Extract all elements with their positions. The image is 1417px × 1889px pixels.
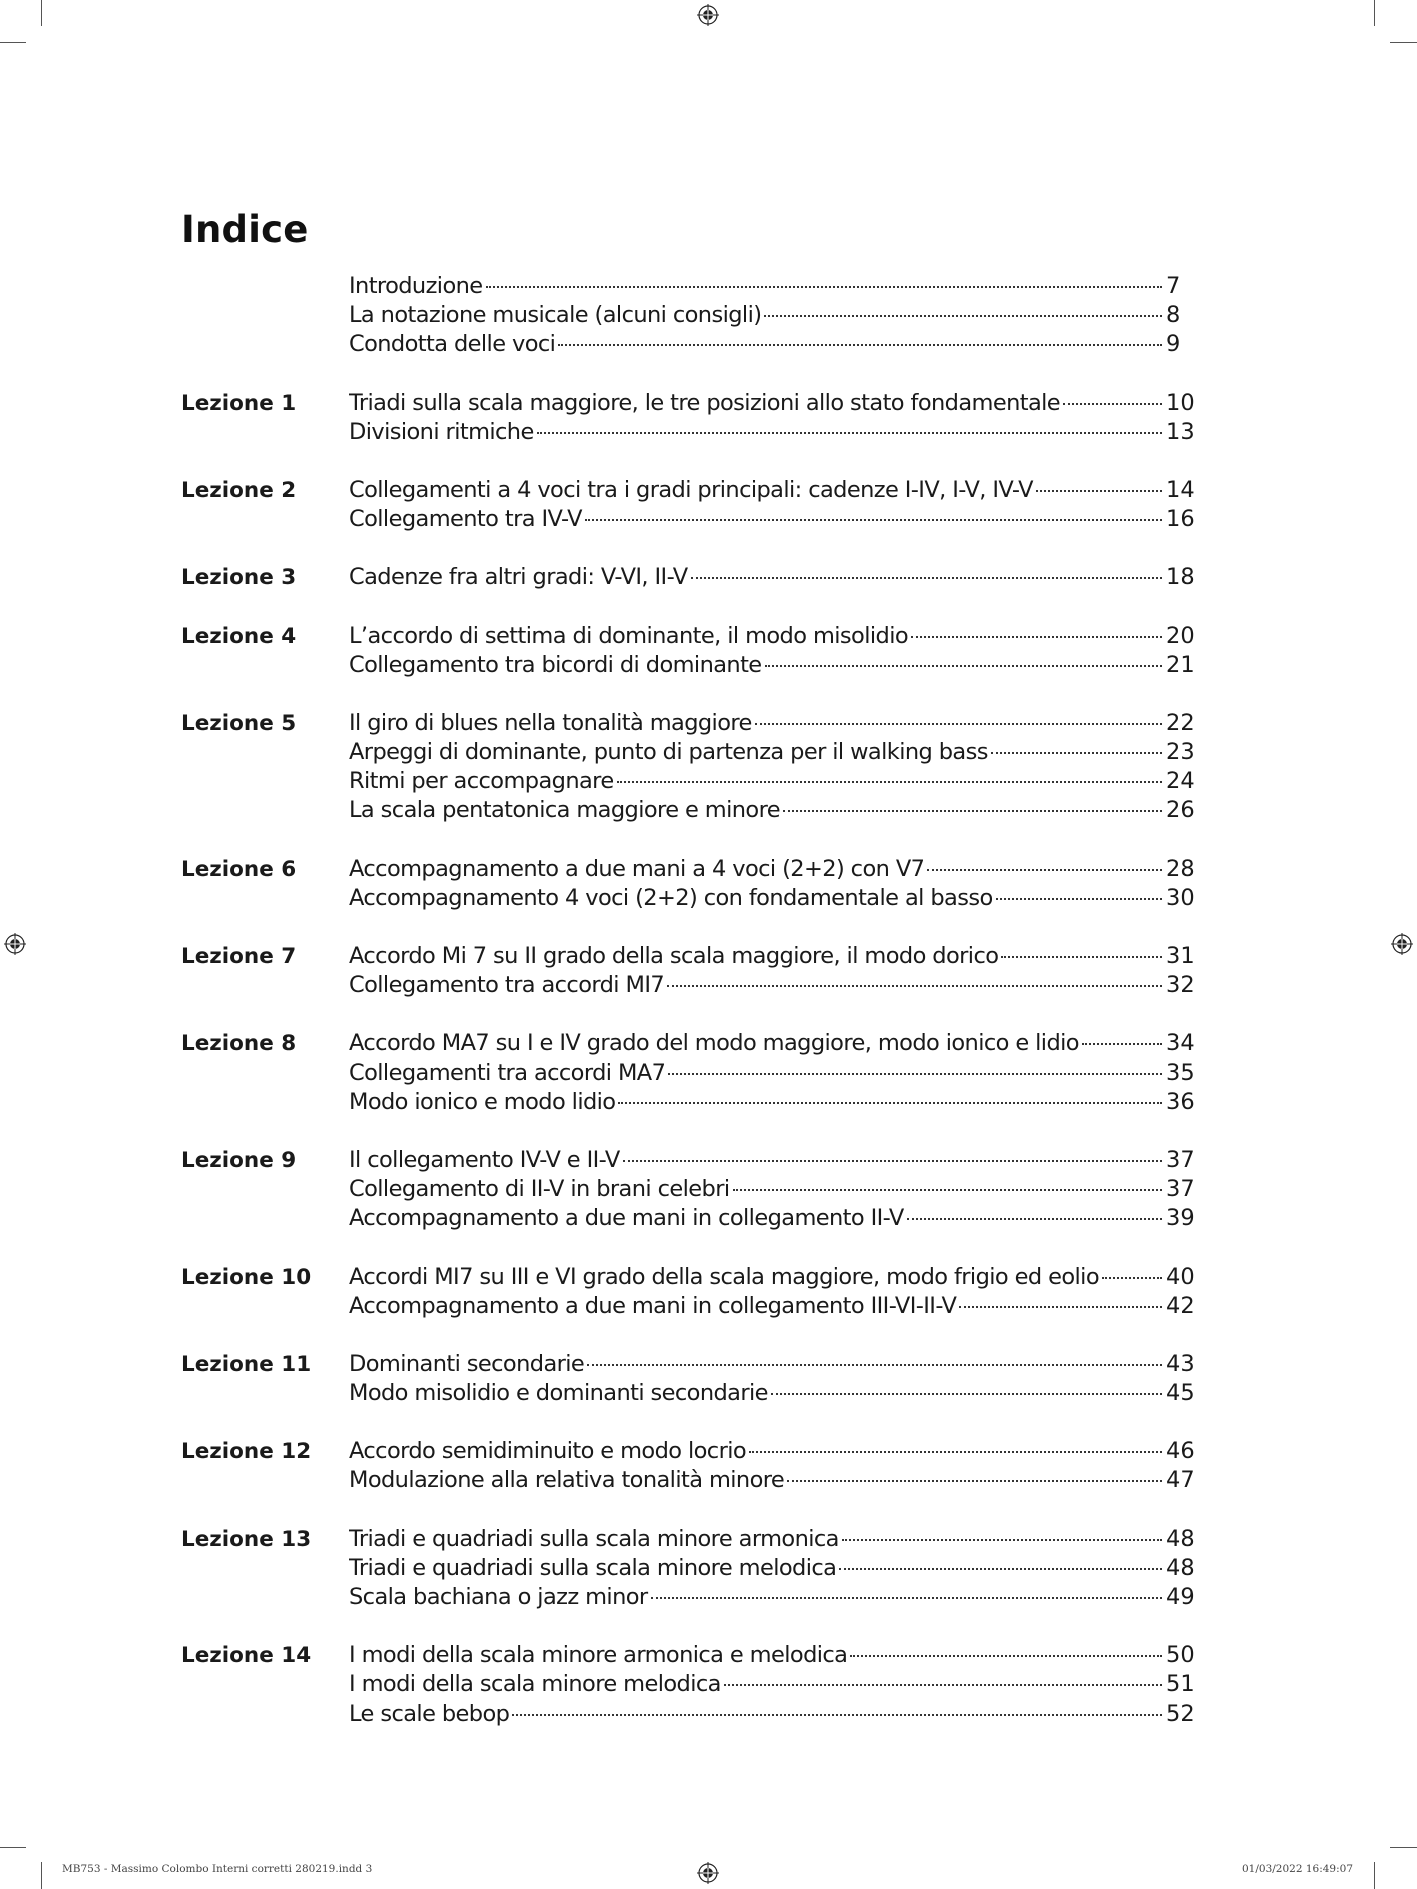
toc-page-number: 45 [1166, 1380, 1195, 1407]
toc-entry[interactable] [181, 389, 1196, 418]
toc-entry-body [349, 651, 1196, 680]
dot-leader [749, 1451, 1162, 1453]
dot-leader [587, 1364, 1162, 1366]
dot-leader [733, 1189, 1163, 1191]
toc-page-number: 46 [1166, 1438, 1195, 1465]
dot-leader [724, 1684, 1162, 1686]
dot-leader [907, 1218, 1162, 1220]
toc-entry-body [349, 389, 1196, 418]
dot-leader [651, 1597, 1162, 1599]
toc-entry-body [349, 272, 1196, 301]
toc-entry-body [349, 622, 1196, 651]
dot-leader [765, 665, 1162, 667]
toc-page-number: 43 [1166, 1350, 1195, 1377]
lesson-label: Lezione 8 [181, 1031, 297, 1057]
dot-leader [996, 898, 1162, 900]
toc-page-number: 20 [1166, 622, 1195, 649]
toc-page-number: 37 [1166, 1146, 1195, 1173]
dot-leader [558, 344, 1162, 346]
toc-entry-body [349, 1466, 1196, 1495]
toc-page-number: 22 [1166, 709, 1195, 736]
toc-entry-title: Modo misolidio e dominanti secondarie [349, 1380, 768, 1407]
toc-page-number: 48 [1166, 1525, 1195, 1552]
lesson-label: Lezione 7 [181, 944, 297, 969]
toc-entry[interactable] [181, 1670, 1196, 1699]
toc-entry-body [349, 563, 1196, 592]
toc-group [181, 389, 1196, 447]
lesson-label: Lezione 1 [181, 390, 297, 416]
toc-page-number: 39 [1166, 1205, 1195, 1232]
toc-entry-title: Collegamenti tra accordi MA7 [349, 1059, 666, 1086]
toc-entry[interactable] [181, 1146, 1196, 1175]
toc-entry-title: Triadi sulla scala maggiore, le tre posizioni allo stato fondamentale [349, 389, 1061, 416]
toc-entry-title: Il collegamento IV-V e II-V [349, 1146, 620, 1173]
toc-entry-body [349, 476, 1196, 505]
dot-leader [1001, 956, 1162, 958]
registration-mark-icon [1391, 933, 1413, 955]
toc-entry-title: Le scale bebop [349, 1700, 510, 1727]
toc-entry[interactable] [181, 272, 1196, 301]
toc-entry-title: Collegamento di II-V in brani celebri [349, 1176, 730, 1203]
toc-page-number: 35 [1166, 1059, 1195, 1086]
toc-entry-body [349, 1175, 1196, 1204]
toc-entry-title: Modo ionico e modo lidio [349, 1088, 616, 1115]
dot-leader [1082, 1043, 1162, 1045]
toc-entry[interactable] [181, 1437, 1196, 1466]
toc-entry-title: Accompagnamento a due mani in collegamento III-VI-II-V [349, 1292, 957, 1319]
dot-leader [850, 1655, 1162, 1657]
toc-group [181, 855, 1196, 913]
lesson-label: Lezione 12 [181, 1439, 312, 1465]
crop-mark [41, 1862, 42, 1889]
toc-entry-body [349, 1088, 1196, 1117]
crop-mark [1390, 1847, 1417, 1848]
toc-page-number: 31 [1166, 943, 1195, 969]
toc-entry-title: Scala bachiana o jazz minor [349, 1584, 648, 1610]
crop-mark [0, 1847, 26, 1848]
dot-leader [764, 315, 1162, 317]
lesson-label: Lezione 13 [181, 1526, 312, 1552]
toc-entry-body [349, 884, 1196, 913]
toc-entry[interactable] [181, 884, 1196, 913]
dot-leader [585, 519, 1162, 521]
toc-entry-body [349, 1204, 1196, 1233]
toc-entry-body [349, 942, 1196, 971]
toc-entry-title: Ritmi per accompagnare [349, 768, 614, 795]
toc-entry-body [349, 1146, 1196, 1175]
table-of-contents [181, 272, 1196, 1758]
toc-entry-title: Introduzione [349, 273, 483, 299]
dot-leader [755, 723, 1162, 725]
toc-page-number: 9 [1166, 331, 1181, 358]
toc-entry-body [349, 1700, 1196, 1729]
toc-page-number: 32 [1166, 972, 1195, 999]
toc-page-number: 52 [1166, 1700, 1195, 1727]
toc-entry[interactable] [181, 1175, 1196, 1204]
crop-mark [1390, 42, 1417, 43]
toc-entry[interactable] [181, 418, 1196, 447]
toc-page-number: 26 [1166, 797, 1195, 824]
toc-entry-body [349, 1437, 1196, 1466]
toc-page-number: 16 [1166, 506, 1195, 533]
toc-entry[interactable] [181, 767, 1196, 796]
toc-entry[interactable] [181, 1379, 1196, 1408]
toc-entry-title: Triadi e quadriadi sulla scala minore melodica [349, 1554, 837, 1581]
toc-entry[interactable] [181, 1700, 1196, 1729]
lesson-label: Lezione 14 [181, 1643, 312, 1669]
toc-group [181, 272, 1196, 360]
toc-entry[interactable] [181, 1641, 1196, 1670]
dot-leader [959, 1306, 1162, 1308]
toc-page-number: 24 [1166, 768, 1195, 795]
toc-entry[interactable] [181, 855, 1196, 884]
dot-leader [617, 781, 1162, 783]
toc-group [181, 1146, 1196, 1234]
toc-group [181, 1641, 1196, 1729]
toc-entry[interactable] [181, 1059, 1196, 1088]
toc-page-number: 23 [1166, 739, 1195, 766]
dot-leader [911, 636, 1162, 638]
footer-timestamp: 01/03/2022 16:49:07 [1242, 1863, 1354, 1875]
lesson-label: Lezione 11 [181, 1351, 312, 1377]
dot-leader [668, 1073, 1162, 1075]
dot-leader [691, 577, 1162, 579]
toc-entry-body [349, 1059, 1196, 1088]
toc-group [181, 709, 1196, 826]
dot-leader [787, 1480, 1162, 1482]
toc-entry-body [349, 330, 1196, 359]
toc-entry-title: L’accordo di settima di dominante, il modo misolidio [349, 622, 909, 649]
toc-entry-title: Condotta delle voci [349, 331, 556, 358]
toc-entry[interactable] [181, 1583, 1196, 1612]
lesson-label: Lezione 3 [181, 565, 297, 591]
toc-entry-body [349, 505, 1196, 534]
toc-entry[interactable] [181, 942, 1196, 971]
toc-entry-body [349, 1292, 1196, 1321]
toc-entry-title: Accordo MA7 su I e IV grado del modo maggiore, modo ionico e lidio [349, 1030, 1079, 1057]
dot-leader [486, 286, 1162, 288]
toc-entry-body [349, 1263, 1196, 1292]
toc-entry-title: La notazione musicale (alcuni consigli) [349, 302, 762, 329]
toc-entry[interactable] [181, 505, 1196, 534]
toc-page-number: 50 [1166, 1642, 1195, 1669]
toc-entry-body [349, 767, 1196, 796]
toc-page-number: 18 [1166, 564, 1195, 591]
toc-entry-title: Accordo semidiminuito e modo locrio [349, 1438, 747, 1465]
toc-entry-title: La scala pentatonica maggiore e minore [349, 797, 780, 824]
toc-entry-body [349, 796, 1196, 825]
toc-page-number: 42 [1166, 1292, 1195, 1319]
page-title: Indice [181, 208, 309, 251]
dot-leader [771, 1393, 1162, 1395]
toc-entry[interactable] [181, 476, 1196, 505]
toc-entry[interactable] [181, 1466, 1196, 1495]
toc-group [181, 1525, 1196, 1613]
crop-mark [1374, 1862, 1375, 1889]
toc-entry[interactable] [181, 738, 1196, 767]
lesson-label: Lezione 5 [181, 710, 297, 736]
toc-entry-body [349, 855, 1196, 884]
dot-leader [512, 1714, 1162, 1716]
toc-page-number: 37 [1166, 1176, 1195, 1203]
toc-entry[interactable] [181, 1292, 1196, 1321]
lesson-label: Lezione 9 [181, 1147, 297, 1173]
toc-entry-body [349, 738, 1196, 767]
toc-entry[interactable] [181, 709, 1196, 738]
toc-entry-title: Collegamenti a 4 voci tra i gradi principali: cadenze I-IV, I-V, IV-V [349, 476, 1033, 503]
toc-entry-title: Collegamento tra IV-V [349, 506, 582, 533]
toc-page-number: 34 [1166, 1030, 1195, 1057]
lesson-label: Lezione 2 [181, 477, 297, 503]
registration-mark-icon [697, 1862, 719, 1884]
toc-page-number: 10 [1166, 389, 1195, 416]
footer-file-info: MB753 - Massimo Colombo Interni corretti 280219.indd 3 [62, 1863, 373, 1875]
dot-leader [991, 752, 1162, 754]
toc-page-number: 21 [1166, 651, 1195, 678]
dot-leader [1102, 1277, 1162, 1279]
toc-entry-body [349, 709, 1196, 738]
toc-page-number: 14 [1166, 476, 1195, 503]
toc-entry-title: Collegamento tra bicordi di dominante [349, 651, 762, 678]
toc-entry-title: Accordi MI7 su III e VI grado della scala maggiore, modo frigio ed eolio [349, 1263, 1099, 1290]
toc-page-number: 36 [1166, 1088, 1195, 1115]
lesson-label: Lezione 6 [181, 856, 297, 882]
toc-page-number: 40 [1166, 1263, 1195, 1290]
toc-group [181, 1029, 1196, 1117]
toc-entry-body [349, 971, 1196, 1000]
registration-mark-icon [4, 933, 26, 955]
toc-entry[interactable] [181, 796, 1196, 825]
toc-entry-body [349, 1525, 1196, 1554]
toc-entry[interactable] [181, 301, 1196, 330]
toc-entry[interactable] [181, 1350, 1196, 1379]
toc-entry-title: Cadenze fra altri gradi: V-VI, II-V [349, 564, 688, 591]
toc-entry[interactable] [181, 971, 1196, 1000]
toc-entry-title: I modi della scala minore melodica [349, 1671, 721, 1698]
toc-entry-body [349, 1641, 1196, 1670]
toc-entry-body [349, 1670, 1196, 1699]
toc-entry[interactable] [181, 1525, 1196, 1554]
crop-mark [0, 42, 26, 43]
toc-entry[interactable] [181, 330, 1196, 359]
toc-group [181, 1350, 1196, 1408]
toc-page-number: 48 [1166, 1554, 1195, 1581]
dot-leader [783, 810, 1162, 812]
crop-mark [1374, 0, 1375, 26]
toc-entry-title: Triadi e quadriadi sulla scala minore armonica [349, 1525, 839, 1552]
toc-entry-title: I modi della scala minore armonica e melodica [349, 1642, 848, 1669]
toc-entry[interactable] [181, 622, 1196, 651]
toc-entry-title: Divisioni ritmiche [349, 418, 534, 445]
toc-entry-body [349, 1554, 1196, 1583]
toc-entry-body [349, 1029, 1196, 1058]
registration-mark-icon [697, 4, 719, 26]
toc-page-number: 49 [1166, 1584, 1195, 1610]
toc-entry[interactable] [181, 1204, 1196, 1233]
toc-group [181, 563, 1196, 592]
dot-leader [623, 1160, 1162, 1162]
toc-entry[interactable] [181, 1029, 1196, 1058]
dot-leader [618, 1102, 1162, 1104]
toc-entry-body [349, 1379, 1196, 1408]
toc-group [181, 476, 1196, 534]
dot-leader [667, 985, 1162, 987]
dot-leader [927, 869, 1162, 871]
dot-leader [537, 432, 1162, 434]
toc-page-number: 28 [1166, 855, 1195, 882]
toc-entry-body [349, 301, 1196, 330]
lesson-label: Lezione 4 [181, 623, 297, 649]
toc-entry[interactable] [181, 651, 1196, 680]
toc-entry-body [349, 1350, 1196, 1379]
toc-page-number: 47 [1166, 1467, 1195, 1494]
toc-entry[interactable] [181, 563, 1196, 592]
toc-entry-title: Modulazione alla relativa tonalità minore [349, 1467, 785, 1494]
dot-leader [842, 1539, 1162, 1541]
dot-leader [1063, 403, 1162, 405]
toc-group [181, 1437, 1196, 1495]
toc-entry-title: Collegamento tra accordi MI7 [349, 972, 665, 999]
toc-entry-body [349, 1583, 1196, 1612]
toc-page-number: 8 [1166, 302, 1181, 329]
toc-page-number: 51 [1166, 1671, 1195, 1698]
toc-entry-title: Dominanti secondarie [349, 1350, 585, 1377]
toc-entry-body [349, 418, 1196, 447]
lesson-label: Lezione 10 [181, 1264, 312, 1290]
crop-mark [41, 0, 42, 26]
toc-page-number: 30 [1166, 884, 1195, 911]
toc-page-number: 7 [1166, 273, 1181, 299]
toc-entry[interactable] [181, 1554, 1196, 1583]
toc-entry[interactable] [181, 1263, 1196, 1292]
toc-group [181, 622, 1196, 680]
toc-page-number: 13 [1166, 418, 1195, 445]
toc-entry-title: Arpeggi di dominante, punto di partenza per il walking bass [349, 739, 988, 766]
toc-group [181, 1263, 1196, 1321]
toc-entry[interactable] [181, 1088, 1196, 1117]
toc-group [181, 942, 1196, 1000]
dot-leader [839, 1568, 1162, 1570]
toc-entry-title: Accompagnamento a due mani in collegamento II-V [349, 1205, 904, 1232]
dot-leader [1036, 490, 1162, 492]
toc-entry-title: Accompagnamento a due mani a 4 voci (2+2) con V7 [349, 855, 925, 882]
toc-entry-title: Il giro di blues nella tonalità maggiore [349, 709, 752, 736]
toc-entry-title: Accordo Mi 7 su II grado della scala maggiore, il modo dorico [349, 943, 999, 969]
toc-entry-title: Accompagnamento 4 voci (2+2) con fondamentale al basso [349, 884, 993, 911]
